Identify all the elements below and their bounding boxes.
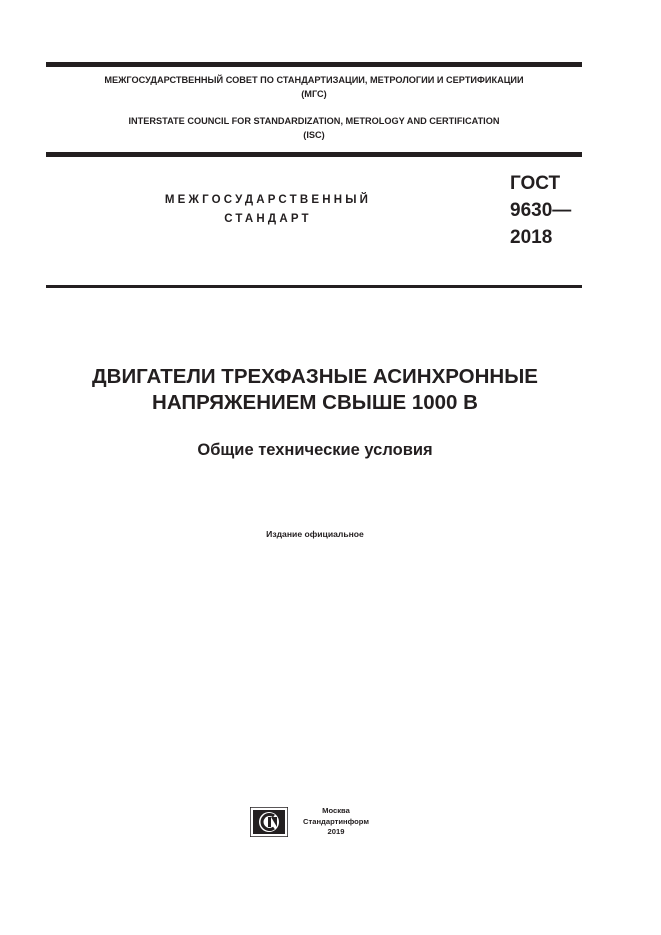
standard-designation xyxy=(510,170,571,251)
document-subtitle: Общие технические условия xyxy=(197,441,433,459)
designation-prefix: ГОСТ xyxy=(510,173,561,194)
title-line-1: ДВИГАТЕЛИ ТРЕХФАЗНЫЕ АСИНХРОННЫЕ xyxy=(92,365,538,388)
standard-kind-line-2: СТАНДАРТ xyxy=(224,213,312,225)
designation-number: 9630— xyxy=(510,200,572,221)
council-name-ru xyxy=(46,73,582,101)
title-line-2: НАПРЯЖЕНИЕМ СВЫШЕ 1000 В xyxy=(152,391,478,414)
designation-year: 2018 xyxy=(510,227,553,248)
standartinform-logo-icon xyxy=(250,807,288,837)
publisher-year: 2019 xyxy=(327,827,345,836)
council-en-line-1: INTERSTATE COUNCIL FOR STANDARDIZATION, METROLOGY AND CERTIFICATION xyxy=(128,116,500,126)
publisher-block xyxy=(296,806,376,838)
council-ru-line-1: МЕЖГОСУДАРСТВЕННЫЙ СОВЕТ ПО СТАНДАРТИЗАЦИИ, МЕТРОЛОГИИ И СЕРТИФИКАЦИИ xyxy=(104,75,524,85)
middle-rule xyxy=(46,152,582,157)
publisher-city: Москва xyxy=(322,806,350,815)
council-name-en xyxy=(46,114,582,142)
council-ru-line-2: (МГС) xyxy=(301,89,327,99)
edition-note: Издание официальное xyxy=(266,529,364,539)
top-rule xyxy=(46,62,582,67)
council-en-line-2: (ISC) xyxy=(303,130,325,140)
standard-kind-line-1: МЕЖГОСУДАРСТВЕННЫЙ xyxy=(164,194,372,206)
document-title xyxy=(30,364,600,416)
lower-rule xyxy=(46,285,582,288)
publisher-name: Стандартинформ xyxy=(303,816,369,826)
